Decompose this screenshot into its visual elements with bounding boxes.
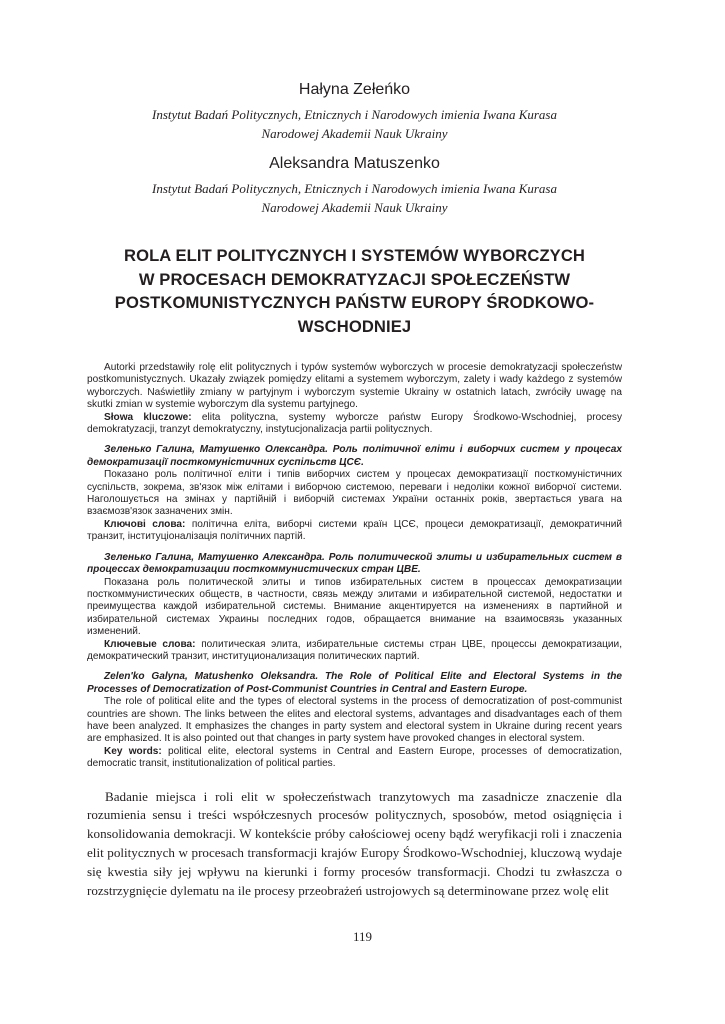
author-affiliation-2 <box>87 179 622 217</box>
keywords-label: Ключевые слова: <box>104 638 196 650</box>
keywords-list: political elite, electoral systems in Central and Eastern Europe, processes of democratization, democratic transit, institutionalization of political parties. <box>87 745 622 770</box>
keywords <box>87 639 622 664</box>
keywords-list: elita polityczna, systemy wyborcze państw Europy Środkowo-Wschodniej, procesy demokratyzacji, tranzyt demokratyczny, instytucjonalizacja partii politycznych. <box>87 411 622 436</box>
page-number: 119 <box>352 929 373 944</box>
abstract-text: The role of political elite and the types of electoral systems in the process of democratization of post-communist countries are shown. The links between the elites and electoral systems, advantages and disadvantages each of them have been analyzed. It emphasizes the changes in party system and electoral system in Ukraine during recent years are emphasized. It is also pointed out that changes in party system have provoked changes in electoral system. <box>87 696 622 745</box>
keywords-label: Słowa kluczowe: <box>104 411 192 423</box>
abstract-polish <box>87 362 622 436</box>
article-page <box>87 80 622 900</box>
affiliation-line-2: Narodowej Akademii Nauk Ukrainy <box>261 126 448 141</box>
affiliation-line-2: Narodowej Akademii Nauk Ukrainy <box>261 200 448 215</box>
keywords <box>87 412 622 437</box>
keywords <box>87 746 622 771</box>
abstract-ukrainian <box>87 444 622 543</box>
article-title <box>87 244 622 338</box>
keywords-label: Key words: <box>104 745 162 757</box>
abstract-text: Показана роль политической элиты и типов избирательных систем в процессах демократизации посткоммунистических обществ, в частности, связь между элитами и избирательной системой, недостатки и преимущества каждой избирательной системы. Внимание акцентируется на изменениях в партийной и избирательной системах Украины последних годов, обращается внимание на взаимосвязь указанных изменений. <box>87 576 622 638</box>
abstract-heading: Zelen'ko Galyna, Matushenko Oleksandra. The Role of Political Elite and Electoral Systems in the Processes of Democratization of Post-Communist Countries in Central and Eastern Europe. <box>87 671 622 695</box>
abstract-heading: Зеленько Галина, Матушенко Олександра. Роль політичної еліти і виборчих систем у процесах демократизації посткомуністичних суспільств ЦСЄ. <box>87 444 622 468</box>
affiliation-line-1: Instytut Badań Politycznych, Etnicznych i Narodowych imienia Iwana Kurasa <box>152 107 557 122</box>
author-affiliation-1 <box>87 105 622 143</box>
title-line: W PROCESACH DEMOKRATYZACJI SPOŁECZEŃSTW <box>138 269 571 289</box>
title-line: ROLA ELIT POLITYCZNYCH I SYSTEMÓW WYBORCZYCH <box>123 246 586 265</box>
author-name-1: Hałyna Zełeńko <box>298 81 411 98</box>
abstract-russian <box>87 552 622 664</box>
abstract-text: Autorki przedstawiły rolę elit politycznych i typów systemów wyborczych w procesie demokratyzacji społeczeństw postkomunistycznych. Ukazały związek pomiędzy elitami a systemem wyborczym, zalety i wady każdego z systemów wyborczych. Naświetliły zmiany w partyjnym i wyborczym systemie Ukrainy w ostatnich latach, zwróciły uwagę na skutki zmian w systemie wyborczym dla systemu partyjnego. <box>87 362 622 411</box>
abstract-heading: Зеленько Галина, Матушенко Александра. Роль политической элиты и избирательных систем в процессах демократизации посткоммунистических стран ЦВЕ. <box>87 551 622 576</box>
keywords-list: политическая элита, избирательные системы стран ЦВЕ, процессы демократизации, демократический транзит, институционализация политических партий. <box>87 638 622 662</box>
affiliation-line-1: Instytut Badań Politycznych, Etnicznych i Narodowych imienia Iwana Kurasa <box>152 181 557 196</box>
title-line: POSTKOMUNISTYCZNYCH PAŃSTW EUROPY ŚRODKOWO- <box>114 293 595 312</box>
keywords <box>87 519 622 544</box>
abstract-text: Показано роль політичної еліти і типів виборчих систем у процесах демократизації посткомуністичних суспільств, зокрема, зв'язок між елітами і виборчою системою, переваги і недоліки кожної виборчої системи. Наголошується на змінах у партійній і виборчій системах України останніх років, звертається увага на взаємозв'язок зазначених змін. <box>87 469 622 518</box>
author-name-2: Aleksandra Matuszenko <box>269 155 440 172</box>
title-line: WSCHODNIEJ <box>297 316 412 336</box>
body-paragraph: Badanie miejsca i roli elit w społeczeństwach tranzytowych ma zasadnicze znaczenie dla rozumienia sensu i treści współczesnych procesów politycznych, sposobów, metod osiągnięcia i konsolidowania demokracji. W kontekście próby całościowej oceny bądź weryfikacji roli i znaczenia elit politycznych w procesach transformacji krajów Europy Środkowo-Wschodniej, kluczową wydaje się kwestia siły jej wpływu na kierunki i formy procesów transformacji. Chodzi tu zwłaszcza o rozstrzygnięcie dylematu na ile procesy przeobrażeń ustrojowych są determinowane przez wolę elit <box>87 788 622 898</box>
keywords-list: політична еліта, виборчі системи країн ЦСЄ, процеси демократизації, демократичний транзит, інституціоналізація політичних партій. <box>87 518 622 543</box>
keywords-label: Ключові слова: <box>104 518 186 530</box>
abstract-english <box>87 671 622 770</box>
